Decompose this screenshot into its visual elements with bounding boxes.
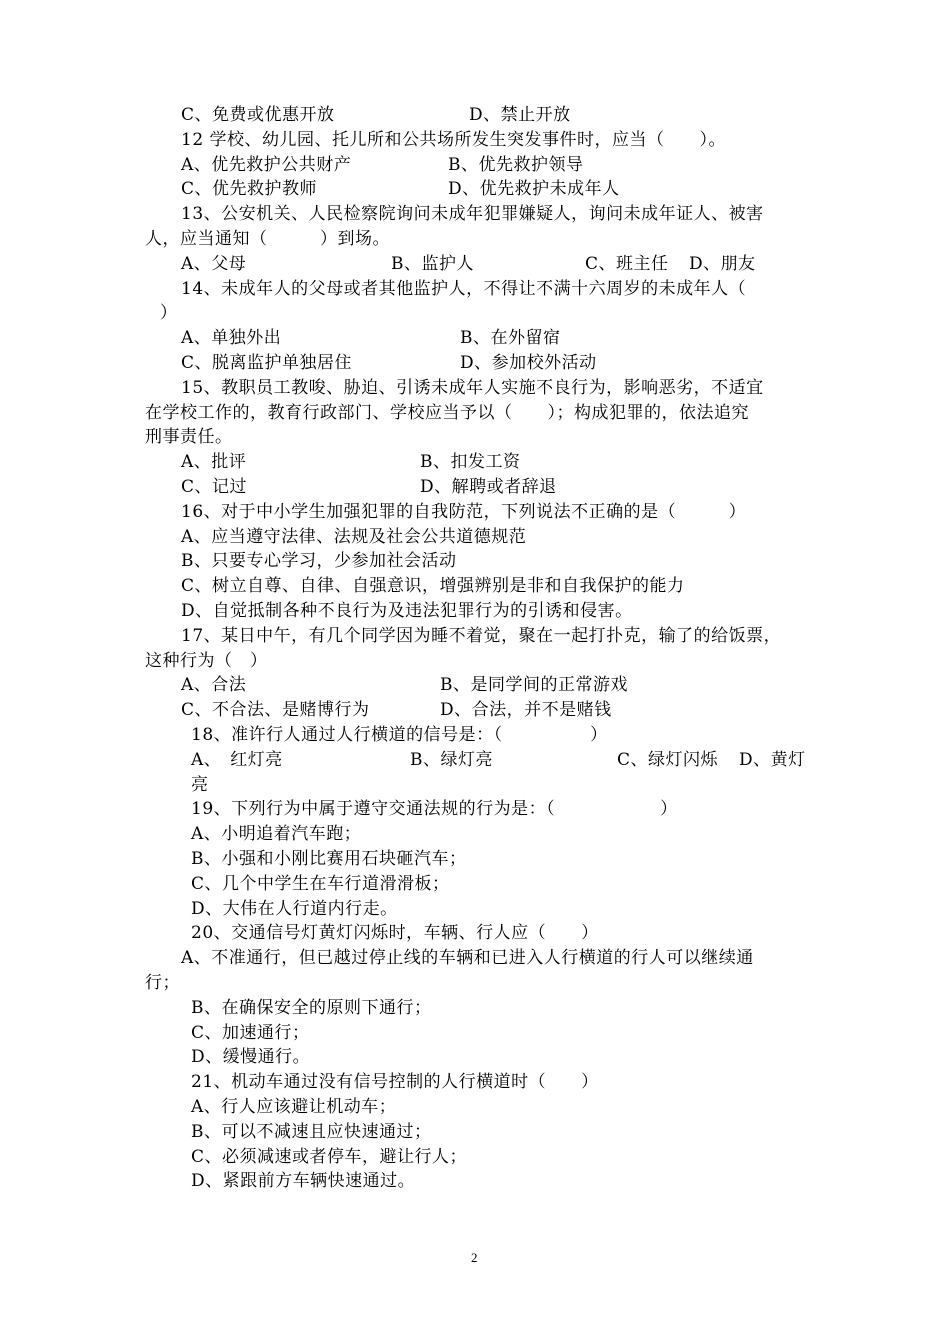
text-line: 在学校工作的，教育行政部门、学校应当予以（ ）；构成犯罪的，依法追究: [145, 403, 749, 423]
text-line: 15、教职员工教唆、胁迫、引诱未成年人实施不良行为，影响恶劣，不适宜: [181, 378, 764, 398]
text-line: D、自觉抵制各种不良行为及违法犯罪行为的引诱和侵害。: [181, 601, 633, 621]
text-line: ）: [160, 303, 178, 323]
text-line: A、行人应该避让机动车；: [191, 1097, 397, 1117]
text-line: A、应当遵守法律、法规及社会公共道德规范: [181, 527, 527, 547]
answer-option: C、记过: [181, 477, 248, 497]
answer-option: D、合法，并不是赌钱: [440, 700, 612, 720]
text-line: C、树立自尊、自律、自强意识，增强辨别是非和自我保护的能力: [181, 576, 685, 596]
answer-option: A、合法: [181, 675, 247, 695]
text-line: 17、某日中午，有几个同学因为睡不着觉，聚在一起打扑克，输了的给饭票，: [181, 626, 782, 646]
answer-option: D、朋友: [689, 254, 756, 274]
answer-option: B、扣发工资: [420, 452, 521, 472]
answer-option: B、在外留宿: [460, 328, 561, 348]
text-line: C、必须减速或者停车，避让行人；: [191, 1147, 468, 1167]
text-line: 亮: [191, 775, 209, 795]
answer-option: C、优先救护教师: [181, 179, 318, 199]
text-line: C、几个中学生在车行道滑滑板；: [191, 874, 450, 894]
text-line: 16、对于中小学生加强犯罪的自我防范，下列说法不正确的是（ ）: [181, 502, 747, 522]
text-line: D、紧跟前方车辆快速通过。: [191, 1171, 416, 1191]
answer-option: A、 红灯亮: [191, 750, 283, 770]
answer-option: A、优先救护公共财产: [181, 155, 352, 175]
page-number: 2: [471, 1250, 478, 1265]
text-line: 21、机动车通过没有信号控制的人行横道时（ ）: [191, 1072, 599, 1092]
text-line: 19、下列行为中属于遵守交通法规的行为是：（ ）: [191, 799, 678, 819]
answer-option: B、是同学间的正常游戏: [440, 675, 628, 695]
answer-option: A、父母: [181, 254, 247, 274]
answer-option: D、解聘或者辞退: [420, 477, 557, 497]
text-line: 18、准许行人通过人行横道的信号是：（ ）: [191, 725, 608, 745]
text-line: 刑事责任。: [145, 427, 233, 447]
text-line: 13、公安机关、人民检察院询问未成年犯罪嫌疑人，询问未成年证人、被害: [181, 204, 764, 224]
answer-option: C、班主任: [585, 254, 669, 274]
answer-option: C、不合法、是赌博行为: [181, 700, 370, 720]
text-line: B、小强和小刚比赛用石块砸汽车；: [191, 849, 467, 869]
text-line: 12 学校、幼儿园、托儿所和公共场所发生突发事件时，应当（ ）。: [181, 130, 727, 150]
answer-option: D、禁止开放: [469, 105, 571, 125]
text-line: B、可以不减速且应快速通过；: [191, 1122, 432, 1142]
answer-option: B、优先救护领导: [448, 155, 584, 175]
text-line: 行；: [145, 973, 180, 993]
text-line: A、不准通行，但已越过停止线的车辆和已进入人行横道的行人可以继续通: [181, 948, 754, 968]
text-line: A、小明追着汽车跑；: [191, 824, 362, 844]
answer-option: D、优先救护未成年人: [448, 179, 620, 199]
text-line: 人，应当通知（ ）到场。: [145, 229, 390, 249]
text-line: B、只要专心学习，少参加社会活动: [181, 551, 457, 571]
text-line: C、加速通行；: [191, 1023, 310, 1043]
answer-option: B、绿灯亮: [410, 750, 493, 770]
answer-option: B、监护人: [391, 254, 474, 274]
answer-option: C、免费或优惠开放: [181, 105, 335, 125]
text-line: D、大伟在人行道内行走。: [191, 899, 398, 919]
answer-option: C、绿灯闪烁: [617, 750, 719, 770]
answer-option: A、单独外出: [181, 328, 282, 348]
text-line: 20、交通信号灯黄灯闪烁时，车辆、行人应（ ）: [191, 923, 599, 943]
text-line: D、缓慢通行。: [191, 1047, 311, 1067]
answer-option: A、批评: [181, 452, 247, 472]
answer-option: C、脱离监护单独居住: [181, 353, 353, 373]
answer-option: D、黄灯: [739, 750, 806, 770]
text-line: B、在确保安全的原则下通行；: [191, 998, 432, 1018]
text-line: 这种行为（ ）: [145, 651, 268, 671]
text-line: 14、未成年人的父母或者其他监护人，不得让不满十六周岁的未成年人（: [181, 279, 747, 299]
answer-option: D、参加校外活动: [460, 353, 597, 373]
